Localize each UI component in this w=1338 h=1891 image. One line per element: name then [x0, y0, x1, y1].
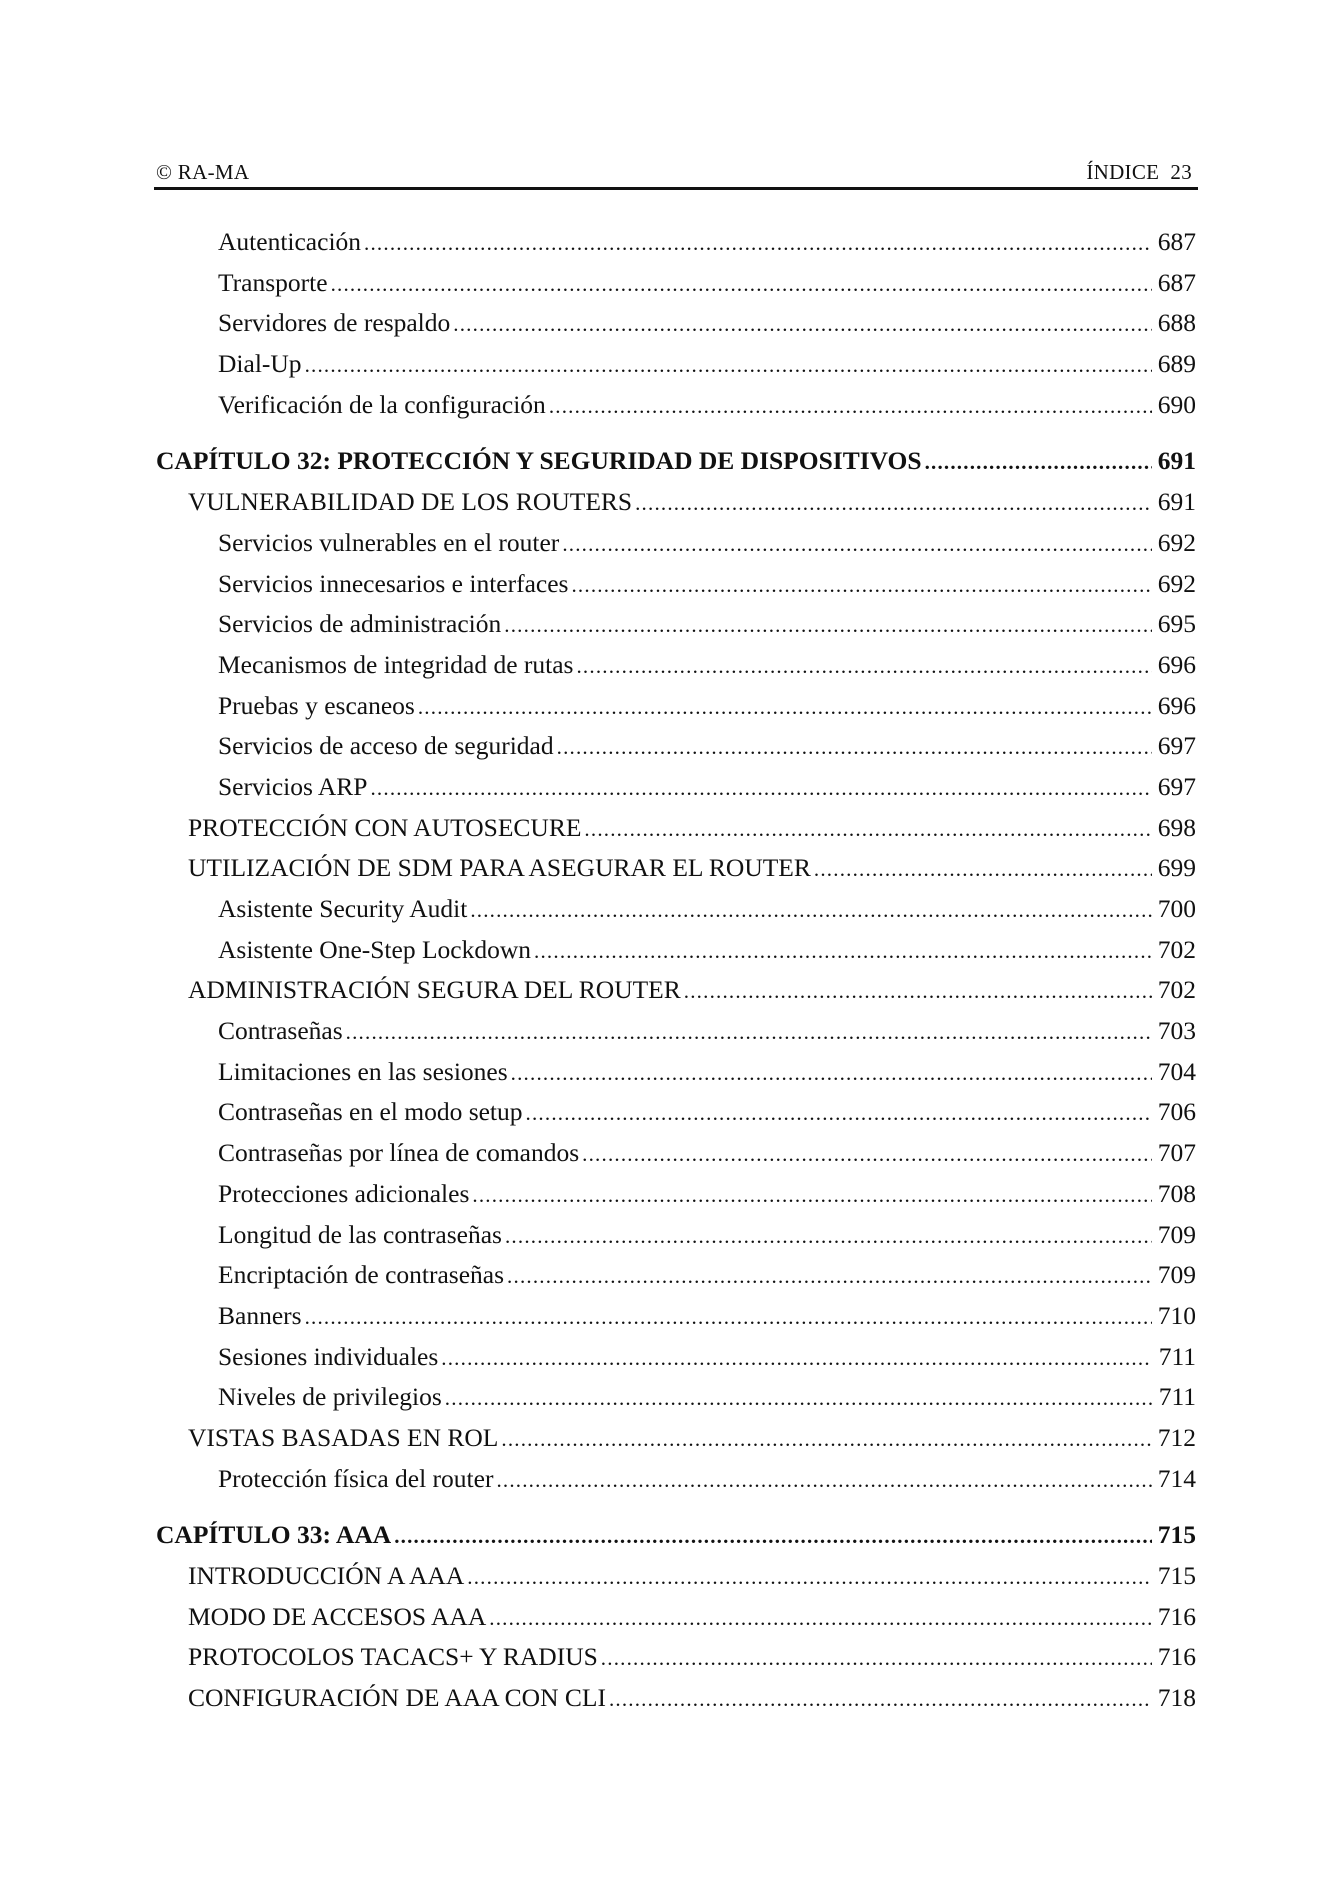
toc-dot-leader	[814, 849, 1152, 890]
toc-entry-title: Dial-Up	[218, 349, 302, 379]
toc-entry	[156, 222, 1196, 263]
toc-entry	[156, 1337, 1196, 1378]
toc-entry-title: Transporte	[218, 267, 328, 297]
toc-dot-leader	[453, 304, 1152, 345]
toc-entry	[156, 848, 1196, 889]
toc-entry	[156, 889, 1196, 930]
toc-entry-page: 716	[1157, 1642, 1196, 1672]
toc-entry-title: Servicios ARP	[218, 771, 368, 801]
toc-entry	[156, 385, 1196, 426]
toc-dot-leader	[489, 1598, 1152, 1639]
toc-entry-page: 714	[1157, 1463, 1196, 1493]
toc-entry	[156, 344, 1196, 385]
toc-entry-title: Servidores de respaldo	[218, 308, 451, 338]
running-header	[156, 158, 1196, 188]
toc-entry-title: Contraseñas	[218, 1016, 343, 1046]
toc-entry-title: Contraseñas en el modo setup	[218, 1097, 523, 1127]
toc-entry-title: Servicios innecesarios e interfaces	[218, 568, 569, 598]
toc-entry-title: Asistente Security Audit	[218, 894, 468, 923]
toc-entry	[156, 1296, 1196, 1337]
toc-dot-leader	[557, 727, 1152, 768]
toc-dot-leader	[526, 1093, 1152, 1134]
toc-entry-title: Encriptación de contraseñas	[218, 1260, 505, 1290]
toc-dot-leader	[441, 1338, 1152, 1379]
toc-entry-page: 691	[1157, 446, 1196, 476]
toc-entry-title: UTILIZACIÓN DE SDM PARA ASEGURAR EL ROUTER	[188, 853, 811, 883]
toc-entry-title: Pruebas y escaneos	[218, 690, 415, 720]
toc-entry	[156, 1011, 1196, 1052]
toc-dot-leader	[582, 1134, 1152, 1175]
toc-entry-title: Autenticación	[218, 227, 362, 256]
toc-dot-leader	[445, 1378, 1152, 1419]
toc-dot-leader	[576, 646, 1152, 687]
toc-chapter-entry	[156, 441, 1196, 482]
toc-entry-page: 715	[1157, 1561, 1196, 1590]
toc-entry	[156, 303, 1196, 344]
toc-entry-page: 711	[1158, 1341, 1196, 1371]
toc-entry-page: 697	[1157, 771, 1196, 801]
toc-entry-page: 699	[1157, 853, 1196, 883]
toc-dot-leader	[305, 1297, 1152, 1338]
toc-entry	[156, 604, 1196, 645]
toc-dot-leader	[571, 565, 1152, 606]
toc-entry	[156, 523, 1196, 564]
header-divider	[154, 187, 1198, 190]
toc-entry-title: Niveles de privilegios	[218, 1382, 442, 1412]
toc-entry-page: 709	[1157, 1219, 1196, 1249]
toc-entry-page: 687	[1157, 227, 1196, 256]
toc-dot-leader	[501, 1419, 1152, 1460]
toc-entry-page: 710	[1157, 1300, 1196, 1330]
toc-entry-page: 706	[1157, 1097, 1196, 1127]
toc-entry-title: Longitud de las contraseñas	[218, 1219, 502, 1249]
toc-entry-page: 697	[1157, 731, 1196, 761]
toc-entry	[156, 1597, 1196, 1638]
toc-dot-leader	[346, 1012, 1152, 1053]
toc-dot-leader	[562, 524, 1152, 565]
toc-dot-leader	[496, 1460, 1152, 1501]
toc-entry	[156, 1092, 1196, 1133]
toc-entry-page: 704	[1157, 1056, 1196, 1086]
toc-entry-title: Protección física del router	[218, 1463, 494, 1493]
toc-entry-page: 688	[1157, 308, 1196, 338]
toc-entry-page: 711	[1158, 1382, 1196, 1412]
toc-dot-leader	[467, 1557, 1152, 1598]
toc-entry-page: 702	[1157, 934, 1196, 964]
toc-entry	[156, 1133, 1196, 1174]
toc-entry-page: 715	[1157, 1520, 1196, 1550]
toc-entry	[156, 1377, 1196, 1418]
toc-entry-page: 698	[1157, 812, 1196, 842]
toc-entry	[156, 808, 1196, 849]
toc-dot-leader	[584, 809, 1152, 850]
toc-dot-leader	[504, 605, 1152, 646]
toc-dot-leader	[549, 386, 1152, 427]
toc-entry-title: VULNERABILIDAD DE LOS ROUTERS	[188, 487, 633, 517]
toc-entry	[156, 767, 1196, 808]
toc-entry	[156, 1215, 1196, 1256]
toc-dot-leader	[511, 1053, 1152, 1094]
toc-entry-page: 707	[1157, 1138, 1196, 1168]
toc-entry-page: 709	[1157, 1260, 1196, 1290]
toc-entry-title: Verificación de la configuración	[218, 389, 546, 419]
toc-entry	[156, 1556, 1196, 1597]
toc-dot-leader	[601, 1638, 1152, 1679]
toc-entry	[156, 645, 1196, 686]
toc-entry-page: 716	[1157, 1601, 1196, 1631]
toc-dot-leader	[305, 345, 1152, 386]
toc-entry-title: Banners	[218, 1300, 302, 1330]
toc-entry-title: PROTECCIÓN CON AUTOSECURE	[188, 812, 582, 842]
toc-entry	[156, 1174, 1196, 1215]
table-of-contents	[156, 222, 1196, 1719]
toc-entry-title: PROTOCOLOS TACACS+ Y RADIUS	[188, 1642, 598, 1672]
toc-entry-title: CAPÍTULO 33: AAA	[156, 1520, 392, 1550]
toc-dot-leader	[684, 971, 1152, 1012]
toc-entry-title: Servicios de administración	[218, 609, 502, 639]
toc-entry-title: CAPÍTULO 32: PROTECCIÓN Y SEGURIDAD DE DISPOSITIVOS	[156, 446, 922, 476]
toc-entry-title: INTRODUCCIÓN A AAA	[188, 1561, 465, 1590]
toc-entry-page: 703	[1157, 1016, 1196, 1046]
toc-entry-title: Contraseñas por línea de comandos	[218, 1138, 580, 1168]
toc-entry-page: 690	[1157, 389, 1196, 419]
toc-entry-title: Servicios de acceso de seguridad	[218, 731, 554, 761]
toc-entry	[156, 482, 1196, 523]
toc-dot-leader	[331, 264, 1152, 305]
toc-dot-leader	[609, 1679, 1152, 1720]
header-section-and-page	[1086, 160, 1192, 185]
toc-entry-title: MODO DE ACCESOS AAA	[188, 1601, 487, 1631]
toc-dot-leader	[635, 483, 1152, 524]
toc-dot-leader	[418, 687, 1152, 728]
toc-entry	[156, 1678, 1196, 1719]
toc-chapter-entry	[156, 1515, 1196, 1556]
toc-entry	[156, 1459, 1196, 1500]
toc-entry-page: 708	[1157, 1178, 1196, 1208]
toc-dot-leader	[364, 223, 1152, 264]
toc-entry-page: 696	[1157, 649, 1196, 679]
toc-entry	[156, 1052, 1196, 1093]
toc-dot-leader	[472, 1175, 1152, 1216]
toc-entry-title: Servicios vulnerables en el router	[218, 527, 560, 557]
toc-entry	[156, 1418, 1196, 1459]
toc-entry-page: 712	[1157, 1422, 1196, 1452]
toc-entry	[156, 970, 1196, 1011]
toc-dot-leader	[370, 768, 1152, 809]
toc-entry	[156, 1637, 1196, 1678]
toc-entry-page: 718	[1157, 1683, 1196, 1713]
toc-entry-title: VISTAS BASADAS EN ROL	[188, 1422, 499, 1452]
publisher-copyright: © RA-MA	[156, 160, 250, 184]
toc-entry	[156, 930, 1196, 971]
toc-entry-title: ADMINISTRACIÓN SEGURA DEL ROUTER	[188, 975, 681, 1005]
toc-dot-leader	[394, 1516, 1152, 1557]
toc-entry-title: CONFIGURACIÓN DE AAA CON CLI	[188, 1683, 606, 1713]
toc-entry-title: Asistente One-Step Lockdown	[218, 934, 532, 964]
toc-dot-leader	[507, 1256, 1152, 1297]
toc-entry	[156, 263, 1196, 304]
toc-entry-title: Limitaciones en las sesiones	[218, 1056, 508, 1086]
toc-entry-page: 696	[1157, 690, 1196, 720]
toc-dot-leader	[925, 442, 1152, 483]
header-section-title: ÍNDICE	[1086, 160, 1160, 184]
toc-dot-leader	[534, 931, 1152, 972]
toc-entry	[156, 726, 1196, 767]
toc-entry-page: 695	[1157, 609, 1196, 639]
toc-entry	[156, 564, 1196, 605]
toc-entry-page: 691	[1157, 487, 1196, 517]
header-page-number: 23	[1170, 160, 1192, 184]
toc-entry-title: Sesiones individuales	[218, 1341, 439, 1371]
toc-entry-title: Protecciones adicionales	[218, 1178, 470, 1208]
toc-entry-page: 692	[1157, 568, 1196, 598]
toc-entry	[156, 1255, 1196, 1296]
toc-entry-page: 692	[1157, 527, 1196, 557]
toc-entry-page: 700	[1157, 894, 1196, 923]
toc-entry	[156, 686, 1196, 727]
toc-entry-page: 702	[1157, 975, 1196, 1005]
toc-dot-leader	[470, 890, 1152, 931]
toc-entry-page: 687	[1157, 267, 1196, 297]
toc-entry-page: 689	[1157, 349, 1196, 379]
toc-dot-leader	[505, 1216, 1152, 1257]
toc-entry-title: Mecanismos de integridad de rutas	[218, 649, 574, 679]
